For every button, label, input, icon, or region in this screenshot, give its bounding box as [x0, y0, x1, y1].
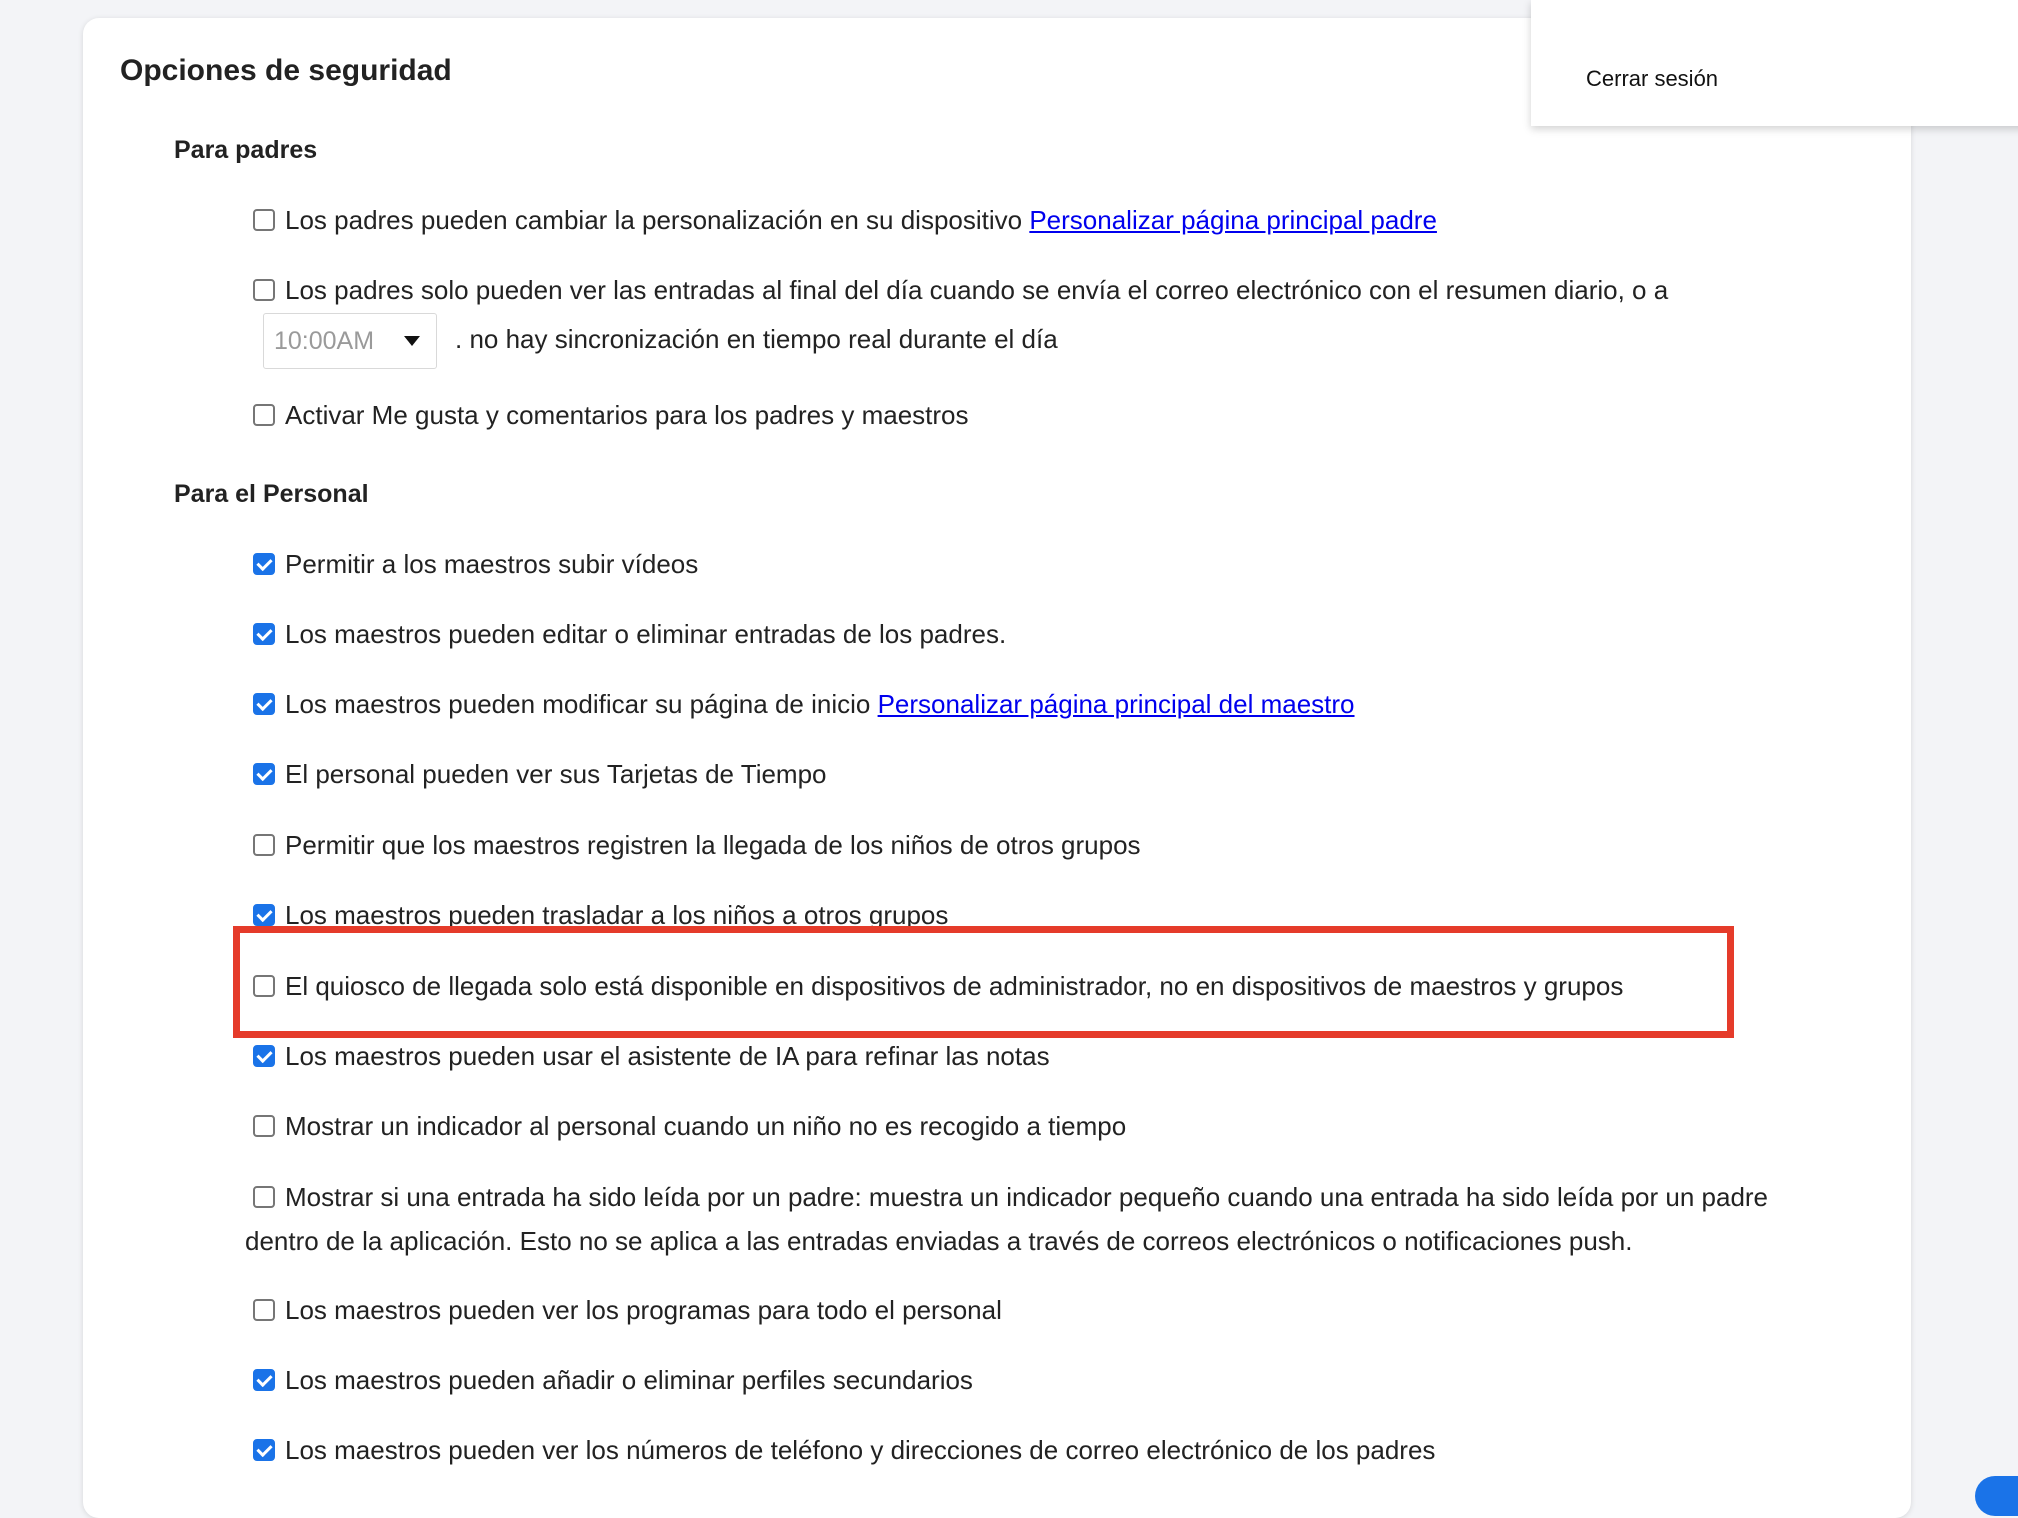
checkbox-staff-ai-assistant[interactable]: [253, 1045, 275, 1067]
section-title-parents: Para padres: [174, 136, 318, 164]
option-staff-pickup-indicator: [253, 1110, 1126, 1142]
floating-action-button[interactable]: [1975, 1476, 2018, 1516]
option-staff-secondary-profiles: [253, 1364, 973, 1396]
digest-time-select[interactable]: [263, 313, 437, 369]
option-label: Permitir que los maestros registren la llegada de los niños de otros grupos: [285, 830, 1141, 860]
option-staff-view-all-schedules: [253, 1294, 1002, 1326]
option-staff-move-children: [253, 899, 948, 931]
option-parents-customize: [253, 204, 1437, 236]
checkbox-staff-checkin-other-groups[interactable]: [253, 834, 275, 856]
option-label: Los maestros pueden añadir o eliminar perfiles secundarios: [285, 1365, 973, 1395]
option-staff-ai-assistant: [253, 1040, 1050, 1072]
digest-time-value: 10:00AM: [274, 327, 375, 355]
option-staff-kiosk-admin-only: [253, 970, 1623, 1002]
option-staff-modify-home: [253, 688, 1355, 720]
option-label: Los maestros pueden modificar su página de inicio: [285, 689, 878, 719]
option-label: Los padres pueden cambiar la personalización en su dispositivo: [285, 205, 1030, 235]
link-customize-teacher-home[interactable]: Personalizar página principal del maestro: [877, 689, 1355, 719]
option-label: Mostrar un indicador al personal cuando un niño no es recogido a tiempo: [285, 1111, 1127, 1141]
option-label: Los maestros pueden ver los programas para todo el personal: [285, 1295, 1002, 1325]
option-label: Los maestros pueden ver los números de teléfono y direcciones de correo electrónico de los padres: [285, 1435, 1436, 1465]
chevron-down-icon: [404, 336, 420, 346]
option-label: Los padres solo pueden ver las entradas al final del día cuando se envía el correo electrónico con el resumen diario, o a: [285, 275, 1669, 305]
option-staff-view-parent-contacts: [253, 1434, 1435, 1466]
checkbox-staff-upload-videos[interactable]: [253, 553, 275, 575]
option-likes-comments: [253, 399, 969, 431]
checkbox-staff-read-indicator[interactable]: [253, 1186, 275, 1208]
option-label: Mostrar si una entrada ha sido leída por un padre: muestra un indicador pequeño cuando una entrada ha sido leída por un padre dentro de la aplicación. Esto no se aplica a las entradas enviadas a través de correos electrónicos o notificaciones push.: [245, 1182, 1769, 1256]
option-staff-edit-parent-entries: [253, 618, 1006, 650]
option-label: Los maestros pueden usar el asistente de IA para refinar las notas: [285, 1041, 1050, 1071]
option-label: Los maestros pueden editar o eliminar entradas de los padres.: [285, 619, 1007, 649]
checkbox-staff-pickup-indicator[interactable]: [253, 1115, 275, 1137]
checkbox-staff-move-children[interactable]: [253, 904, 275, 926]
option-label: El personal pueden ver sus Tarjetas de Tiempo: [285, 759, 827, 789]
option-staff-timecards: [253, 758, 827, 790]
option-label: Permitir a los maestros subir vídeos: [285, 549, 699, 579]
option-label: El quiosco de llegada solo está disponible en dispositivos de administrador, no en dispositivos de maestros y grupos: [285, 971, 1624, 1001]
logout-menu-item[interactable]: Cerrar sesión: [1586, 66, 1719, 91]
checkbox-parents-end-of-day[interactable]: [253, 279, 275, 301]
option-label: Los maestros pueden trasladar a los niños a otros grupos: [285, 900, 949, 930]
option-staff-checkin-other-groups: [253, 829, 1141, 861]
checkbox-staff-view-parent-contacts[interactable]: [253, 1439, 275, 1461]
checkbox-staff-kiosk-admin-only[interactable]: [253, 975, 275, 997]
option-parents-end-of-day: [253, 274, 1668, 306]
option-staff-upload-videos: [253, 548, 698, 580]
option-staff-read-indicator: [245, 1175, 1825, 1263]
page-title: Opciones de seguridad: [120, 54, 452, 87]
option-label: Activar Me gusta y comentarios para los padres y maestros: [285, 400, 969, 430]
link-customize-parent-home[interactable]: Personalizar página principal padre: [1029, 205, 1437, 235]
checkbox-parents-customize[interactable]: [253, 209, 275, 231]
checkbox-staff-secondary-profiles[interactable]: [253, 1369, 275, 1391]
option-parents-end-of-day-suffix: . no hay sincronización en tiempo real durante el día: [455, 324, 1058, 354]
checkbox-staff-timecards[interactable]: [253, 763, 275, 785]
checkbox-likes-comments[interactable]: [253, 404, 275, 426]
checkbox-staff-edit-parent-entries[interactable]: [253, 623, 275, 645]
checkbox-staff-modify-home[interactable]: [253, 693, 275, 715]
checkbox-staff-view-all-schedules[interactable]: [253, 1299, 275, 1321]
section-title-staff: Para el Personal: [174, 480, 369, 508]
account-menu: [1531, 0, 2018, 126]
